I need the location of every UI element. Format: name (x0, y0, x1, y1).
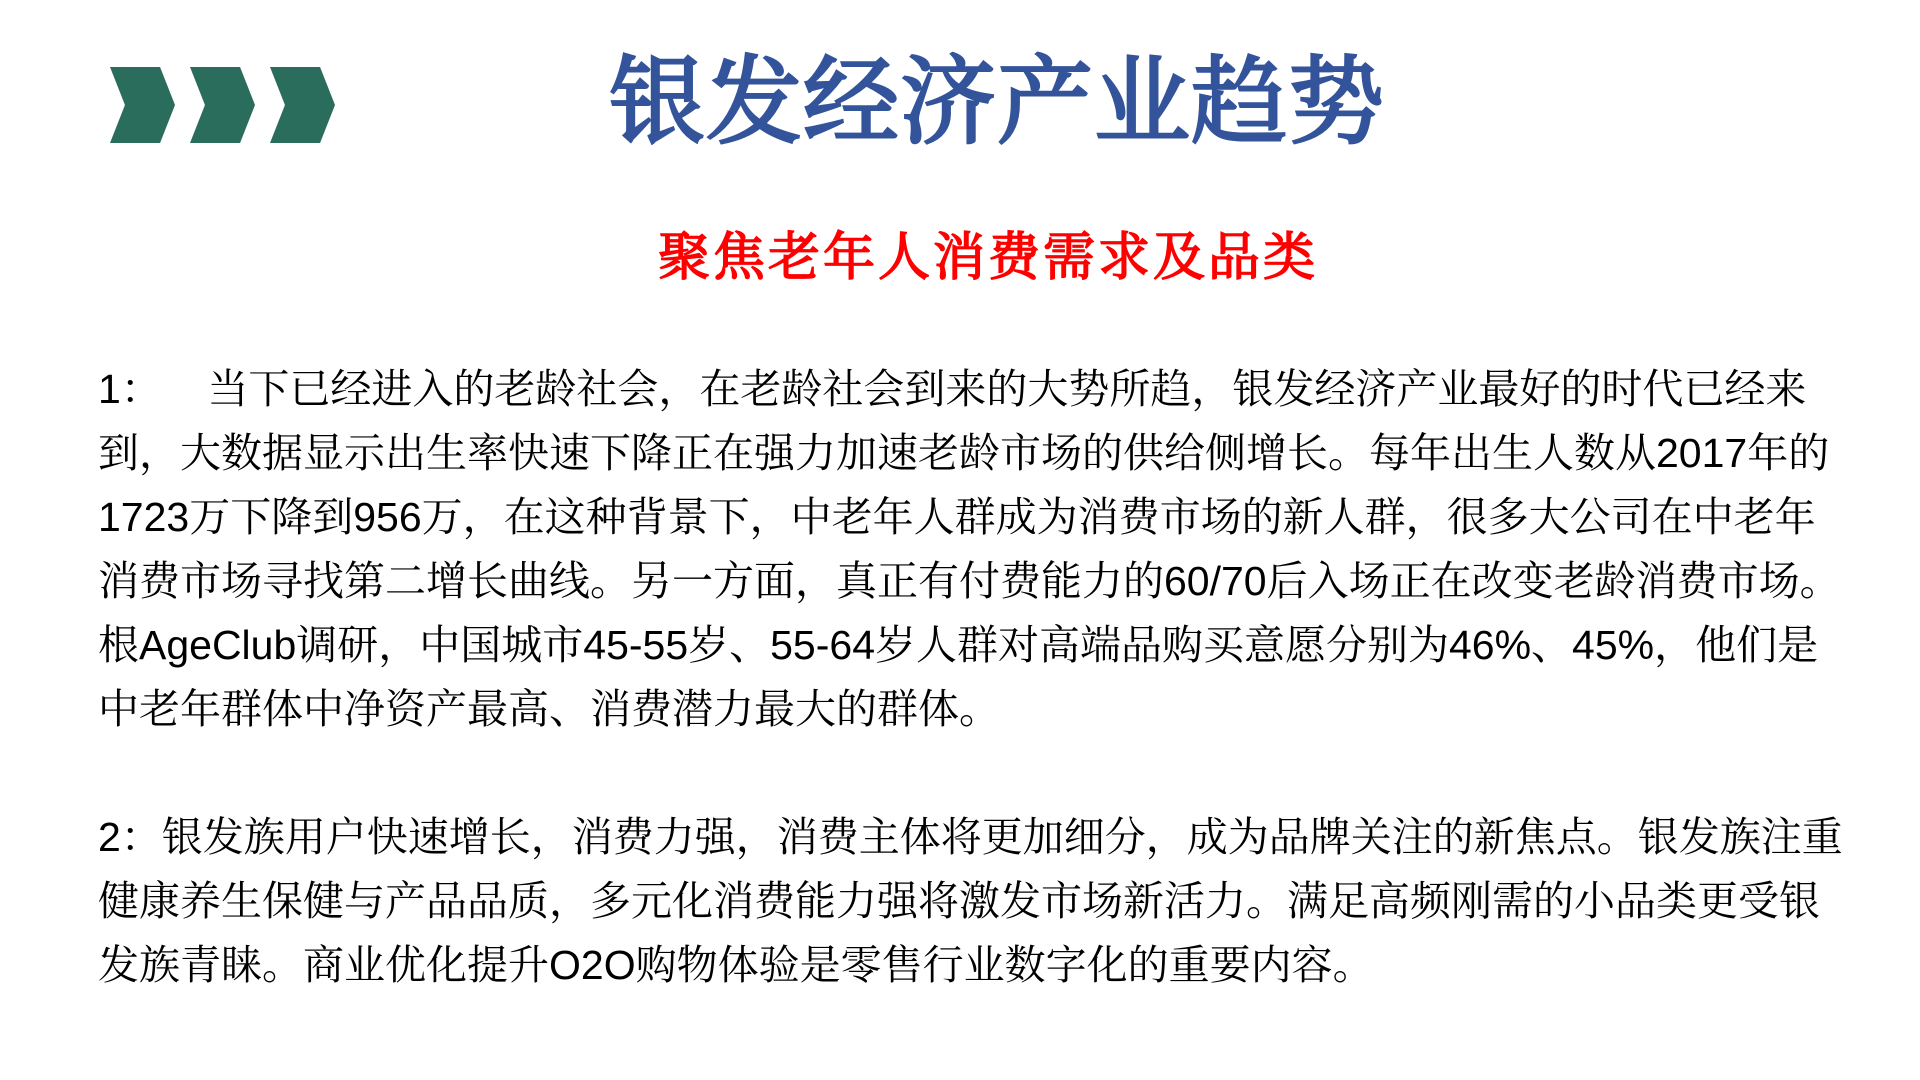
paragraph-1: 1： 当下已经进入的老龄社会，在老龄社会到来的大势所趋，银发经济产业最好的时代已经来到，大数据显示出生率快速下降正在强力加速老龄市场的供给侧增长。每年出生人数从2017年的1723万下降到956万，在这种背景下，中老年人群成为消费市场的新人群，很多大公司在中老年消费市场寻找第二增长曲线。另一方面，真正有付费能力的60/70后入场正在改变老龄消费市场。根AgeClub调研，中国城市45-55岁、55-64岁人群对高端品购买意愿分别为46%、45%，他们是中老年群体中净资产最高、消费潜力最大的群体。 (98, 366, 1841, 732)
paragraph-2: 2：银发族用户快速增长，消费力强，消费主体将更加细分，成为品牌关注的新焦点。银发族注重健康养生保健与产品品质，多元化消费能力强将激发市场新活力。满足高频刚需的小品类更受银发族青睐。商业优化提升O2O购物体验是零售行业数字化的重要内容。 (98, 814, 1843, 988)
slide-subtitle: 聚焦老年人消费需求及品类 (657, 229, 1318, 287)
slide-body (98, 357, 1853, 997)
slide-title: 银发经济产业趋势 (609, 49, 1385, 156)
